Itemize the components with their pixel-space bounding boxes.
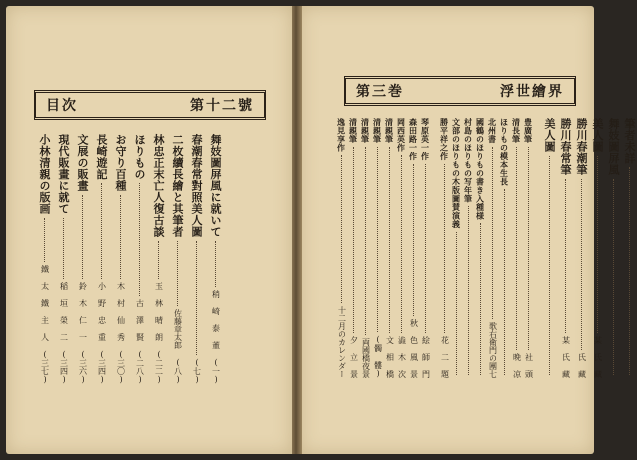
entry-title: 勝川春常筆: [559, 118, 572, 176]
dot-leader: [365, 147, 366, 336]
left-toc-entry: [74, 134, 91, 384]
entry-author: 両國橋夜景: [361, 338, 371, 378]
right-toc-entry: [384, 118, 395, 378]
left-toc-entry: [112, 134, 129, 384]
dot-leader: [581, 179, 582, 351]
left-page: [6, 6, 292, 454]
entry-title: 舞妓圖屏風に就いて: [209, 134, 222, 238]
entry-title: 美人圖: [543, 118, 556, 153]
dot-leader: [444, 164, 445, 334]
dot-leader: [549, 156, 550, 376]
toc-list: [36, 134, 224, 384]
entry-title: 長崎遊記: [95, 134, 108, 180]
entry-title: 林忠正末亡人復古談: [152, 134, 165, 238]
right-contents-list: [336, 118, 637, 378]
right-page-title: 浮世繪界: [500, 84, 564, 100]
right-toc-entry: [408, 118, 419, 378]
entry-author: 鐵 太 鐵 主 人 (三七): [40, 265, 50, 384]
entry-author: 秋 色 風 景: [409, 319, 419, 378]
entry-title: 筆者未詳: [623, 118, 636, 164]
entry-author: 小 野 忠 重 (三四): [97, 282, 107, 384]
dot-leader: [196, 241, 197, 356]
entry-title: 清親筆: [372, 118, 383, 144]
entry-title: ほりもの模本生長: [499, 118, 510, 186]
left-toc-entry: [131, 134, 148, 384]
dot-leader: [120, 195, 121, 280]
entry-title: 森田路一作: [408, 118, 419, 161]
entry-title: 文展の販畫: [76, 134, 89, 192]
entry-author: 某 氏 藏: [593, 336, 603, 378]
dot-leader: [63, 218, 64, 280]
entry-author: 夕 立 景: [349, 336, 359, 378]
right-toc-entry: [622, 118, 637, 378]
dot-leader: [101, 183, 102, 279]
entry-title: ほりもの: [133, 134, 146, 180]
dot-leader: [613, 179, 614, 376]
dot-leader: [492, 147, 493, 320]
right-toc-entry: [590, 118, 605, 378]
right-toc-entry: [348, 118, 359, 378]
entry-author: 稲 垣 榮 二 (三四): [59, 282, 69, 384]
entry-author: 十二月のカレンダー: [337, 306, 347, 378]
entry-title: 現代販畫に就て: [57, 134, 70, 215]
right-toc-entry: [463, 118, 474, 378]
right-toc-entry: [396, 118, 407, 378]
right-toc-entry: [574, 118, 589, 378]
dot-leader: [389, 147, 390, 334]
entry-author: 稍 崎 泰 董 (一): [211, 290, 221, 384]
dot-leader: [158, 241, 159, 280]
entry-author: 歌右衛門の團七: [488, 322, 498, 378]
toc-heading: 目次: [46, 98, 78, 114]
right-toc-entry: [475, 118, 486, 378]
dot-leader: [215, 241, 216, 288]
left-toc-entry: [188, 134, 205, 384]
entry-author: 玉 林 晴 朗 (二二): [154, 282, 164, 384]
right-volume-label: 第三巻: [356, 84, 404, 100]
right-toc-entry: [420, 118, 431, 378]
entry-author: 氏 藏: [577, 353, 587, 378]
right-toc-entry: [487, 118, 498, 378]
entry-title: お守り百種: [114, 134, 127, 192]
dot-leader: [565, 179, 566, 334]
right-toc-entry: [439, 118, 450, 378]
right-toc-entry: [558, 118, 573, 378]
entry-author: (七): [192, 358, 202, 384]
entry-author: 木 村 仙 秀 (三〇): [116, 282, 126, 384]
entry-title: 岡西英作: [396, 118, 407, 152]
entry-title: 逸見享作: [336, 118, 347, 152]
dot-leader: [597, 156, 598, 334]
entry-author: 佐藤章太郎 (八): [173, 309, 183, 384]
entry-author: 社 頭: [524, 353, 534, 378]
dot-leader: [401, 155, 402, 333]
entry-title: 國鶴のほりもの書き入種様: [475, 118, 486, 220]
dot-leader: [516, 147, 517, 351]
right-toc-entry: [372, 118, 383, 378]
entry-author: 鈴 木 仁 一 (三六): [78, 282, 88, 384]
right-toc-entry: [511, 118, 522, 378]
dot-leader: [139, 183, 140, 296]
entry-title: 清長筆: [511, 118, 522, 144]
entry-author: 文 相 橋: [385, 336, 395, 378]
dot-leader: [528, 147, 529, 351]
right-toc-entry: [451, 118, 462, 378]
left-toc-entry: [55, 134, 72, 384]
entry-title: 清親筆: [360, 118, 371, 144]
left-toc-entry: [150, 134, 167, 384]
entry-title: 清親筆: [384, 118, 395, 144]
entry-author: 絵 師 門: [421, 336, 431, 378]
entry-author: 古 澤 賢 (二八): [135, 299, 145, 384]
dot-leader: [82, 195, 83, 280]
entry-author: 澁 木 次: [397, 336, 407, 378]
entry-title: 豊廣筆: [523, 118, 534, 144]
entry-author: 某 氏 藏: [561, 336, 571, 378]
entry-title: 勝平祥之作: [439, 118, 450, 161]
right-toc-entry: [523, 118, 534, 378]
right-toc-entry: [360, 118, 371, 378]
right-toc-entry: [606, 118, 621, 378]
entry-title: 文部のほりもの木版圖賛演義: [451, 118, 462, 229]
entry-title: 村島のほりもの写年筆: [463, 118, 474, 203]
right-toc-entry: [432, 118, 438, 378]
right-toc-entry: [499, 118, 510, 378]
entry-author: 花 二 題: [440, 336, 450, 378]
entry-title: 琴原英一作: [420, 118, 431, 161]
entry-author: (髑 髏): [373, 335, 383, 378]
left-page-title-box: [34, 90, 266, 120]
dot-leader: [425, 164, 426, 334]
left-toc-entry: [36, 134, 53, 384]
dot-leader: [377, 147, 378, 333]
entry-title: 勝川春潮筆: [575, 118, 588, 176]
right-toc-entry: [336, 118, 347, 378]
dot-leader: [413, 164, 414, 317]
entry-title: 小林清親の版画: [38, 134, 51, 215]
entry-title: 北州書: [487, 118, 498, 144]
entry-title: 春潮春常對照美人圖: [190, 134, 203, 238]
entry-title: 美人圖: [591, 118, 604, 153]
entry-title: 二枚續長繪と其筆者: [171, 134, 184, 238]
entry-author: 晩 凉: [512, 353, 522, 378]
right-toc-entry: [542, 118, 557, 378]
dot-leader: [44, 218, 45, 263]
right-page-title-box: [344, 76, 576, 106]
right-page: [300, 6, 636, 454]
dot-leader: [341, 155, 342, 303]
left-toc-entry: [169, 134, 186, 384]
dot-leader: [353, 147, 354, 334]
dot-leader: [504, 189, 505, 375]
dot-leader: [480, 223, 481, 375]
entry-title: 舞妓圖屏風: [607, 118, 620, 176]
left-toc-entry: [207, 134, 224, 384]
issue-number: 第十二號: [190, 98, 254, 114]
entry-title: 清親筆: [348, 118, 359, 144]
dot-leader: [468, 206, 469, 375]
right-toc-entry: [535, 118, 541, 378]
left-toc-entry: [93, 134, 110, 384]
dot-leader: [177, 241, 178, 307]
dot-leader: [456, 232, 457, 376]
dot-leader: [629, 167, 630, 375]
